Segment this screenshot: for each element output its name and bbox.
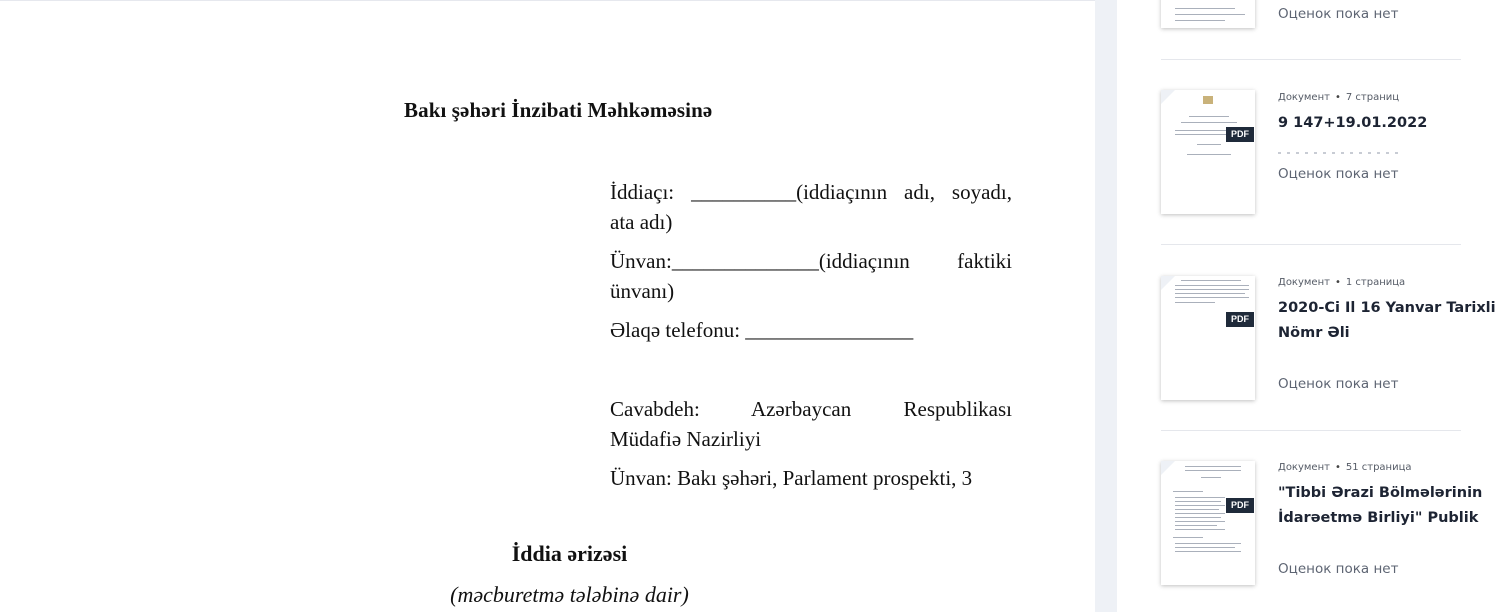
doc-plaintiff-line2: ata adı) [610,210,673,234]
doc-thumbnail[interactable] [1161,0,1255,28]
doc-title-link-line2[interactable]: İdarəetmə Birliyi" Publik [1278,510,1479,526]
doc-title-placeholder [1278,152,1398,154]
scroll-gutter [1095,0,1117,612]
rating-status: Оценок пока нет [1278,376,1399,392]
doc-meta: Документ • 51 страница [1278,462,1412,473]
doc-pages: 1 страница [1345,277,1406,288]
doc-defendant-address: Ünvan: Bakı şəhəri, Parlament prospekti, 3 [610,466,973,490]
doc-title: İddia ərizəsi [511,541,628,566]
doc-type: Документ [1278,92,1330,103]
doc-thumbnail[interactable] [1161,276,1255,400]
card-divider [1161,430,1461,431]
doc-type: Документ [1278,277,1330,288]
pdf-badge: PDF [1226,498,1254,513]
pdf-badge: PDF [1226,312,1254,327]
doc-pages: 51 страница [1345,462,1412,473]
doc-pages: 7 страниц [1345,92,1400,103]
doc-address-line2: ünvanı) [610,279,675,303]
card-divider [1161,244,1461,245]
doc-meta: Документ • 1 страница [1278,277,1406,288]
pdf-badge: PDF [1226,127,1254,142]
doc-defendant-line2: Müdafiə Nazirliyi [610,427,762,451]
rating-status: Оценок пока нет [1278,561,1399,577]
doc-thumbnail[interactable] [1161,461,1255,585]
card-divider [1161,59,1461,60]
doc-title-link[interactable]: 2020-Ci Il 16 Yanvar Tarixli [1278,300,1496,316]
related-documents-sidebar [1117,0,1496,612]
rating-status: Оценок пока нет [1278,6,1399,22]
doc-title-link[interactable]: "Tibbi Ərazi Bölmələrinin [1278,485,1483,501]
doc-phone: Əlaqə telefonu: ________________ [610,318,914,342]
doc-address-line1: Ünvan:______________(iddiaçının faktiki [610,249,1012,273]
doc-defendant-line1: Cavabdeh: Azərbaycan Respublikası [610,397,1012,421]
doc-thumbnail[interactable] [1161,90,1255,214]
doc-meta: Документ • 7 страниц [1278,92,1400,103]
doc-title-link-line2[interactable]: Nömr Əli [1278,325,1350,341]
doc-subtitle: (məcburetmə tələbinə dair) [450,582,689,607]
doc-title-link[interactable]: 9 147+19.01.2022 [1278,115,1428,131]
rating-status: Оценок пока нет [1278,166,1399,182]
doc-type: Документ [1278,462,1330,473]
doc-plaintiff-line1: İddiaçı: __________(iddiaçının adı, soyadı, [610,180,1012,204]
doc-addressee: Bakı şəhəri İnzibati Məhkəməsinə [404,98,713,122]
